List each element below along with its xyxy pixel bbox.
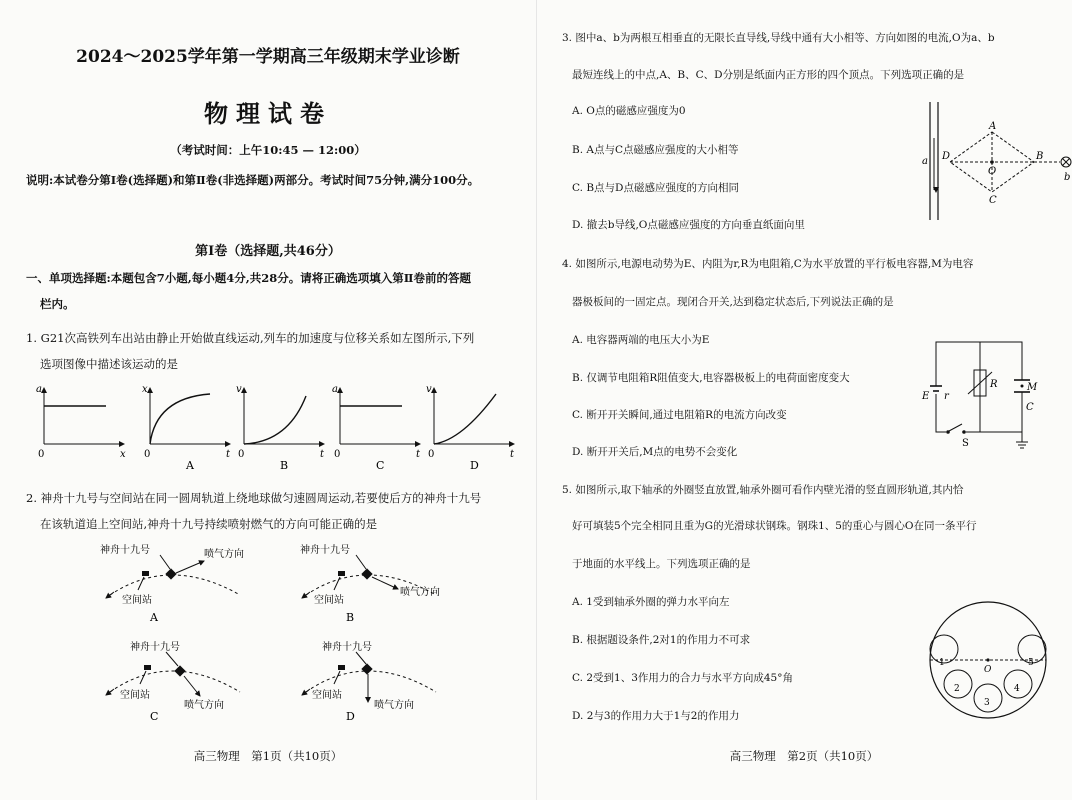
label-E: E <box>922 391 930 402</box>
label-r: r <box>944 391 949 402</box>
subject-title: 物理试卷 <box>204 99 332 128</box>
craft-icon <box>165 568 176 579</box>
jet-label: 喷气方向 <box>374 700 414 711</box>
graph-origin: 0 <box>238 449 245 460</box>
graph-xlabel: x <box>120 449 126 460</box>
q3-option-d: D. 撤去b导线,O点磁感应强度的方向垂直纸面向里 <box>572 219 805 231</box>
label-R: R <box>990 379 998 390</box>
label-A: A <box>989 121 997 132</box>
q5-option-d: D. 2与3的作用力大于1与2的作用力 <box>572 710 740 722</box>
graph-xlabel: t <box>416 449 421 460</box>
graph-option-d <box>426 384 515 472</box>
option-label: C <box>150 710 159 723</box>
option-label: B <box>346 611 355 624</box>
orbit-option-c <box>106 640 240 723</box>
graph-caption: C <box>376 459 385 472</box>
q5-option-a: A. 1受到轴承外圈的弹力水平向左 <box>572 596 730 608</box>
ball-label: 5 <box>1028 658 1034 668</box>
orbit-option-d <box>302 640 436 723</box>
part-title: 第Ⅰ卷（选择题,共46分） <box>195 244 341 259</box>
label-C: C <box>989 195 997 206</box>
ball-label: 3 <box>984 698 990 708</box>
ball-label: 1 <box>939 658 945 668</box>
q4-line2: 器极板间的一固定点。现闭合开关,达到稳定状态后,下列说法正确的是 <box>572 296 894 308</box>
graph-xlabel: t <box>510 449 515 460</box>
q5-line2: 好可填装5个完全相同且重为G的光滑球状钢珠。钢珠1、5的重心与圆心O在同一条平行 <box>572 520 977 532</box>
label-O: O <box>988 166 997 177</box>
label-b: b <box>1064 172 1071 183</box>
jet-label: 喷气方向 <box>184 700 224 711</box>
q3-wire-diagram <box>916 98 1072 238</box>
exam-note: 说明:本试卷分第Ⅰ卷(选择题)和第Ⅱ卷(非选择题)两部分。考试时间75分钟,满分100分。 <box>26 173 480 187</box>
station-icon <box>142 571 149 576</box>
station-label: 空间站 <box>312 690 342 701</box>
graph-origin: 0 <box>428 449 435 460</box>
graph-origin: 0 <box>144 449 151 460</box>
station-label: 空间站 <box>120 690 150 701</box>
left-footer: 高三物理 第1页（共10页） <box>193 749 343 763</box>
option-label: D <box>346 710 355 723</box>
graph-xlabel: t <box>320 449 325 460</box>
q4-circuit-diagram <box>922 336 1046 456</box>
graph-origin: 0 <box>38 449 45 460</box>
orbit-option-a <box>100 543 244 624</box>
graph-ylabel: v <box>426 384 432 395</box>
q3-line2: 最短连线上的中点,A、B、C、D分别是纸面内正方形的四个顶点。下列选项正确的是 <box>572 69 965 81</box>
section-heading-line1: 一、单项选择题:本题包含7小题,每小题4分,共28分。请将正确选项填入第Ⅱ卷前的答题 <box>26 271 471 285</box>
section-heading-line2: 栏内。 <box>40 297 75 311</box>
q3-option-a: A. O点的磁感应强度为0 <box>572 105 686 117</box>
graph-caption: B <box>280 459 289 472</box>
right-page <box>536 0 1072 800</box>
graph-ylabel: a <box>36 384 42 395</box>
label-D: D <box>942 151 951 162</box>
q3-line1: 3. 图中a、b为两根互相垂直的无限长直导线,导线中通有大小相等、方向如图的电流,O为a、b <box>562 32 995 44</box>
craft-label: 神舟十九号 <box>322 642 372 653</box>
graph-origin: 0 <box>334 449 341 460</box>
q5-line1: 5. 如图所示,取下轴承的外圈竖直放置,轴承外圈可看作内壁光滑的竖直圆形轨道,其内恰 <box>562 484 964 496</box>
label-M: M <box>1027 382 1038 393</box>
graph-ylabel: a <box>332 384 338 395</box>
craft-icon <box>174 665 185 676</box>
q2-orbit-diagrams <box>0 545 536 735</box>
orbit-option-b <box>300 543 440 624</box>
q1-graphs <box>0 382 536 472</box>
right-footer: 高三物理 第2页（共10页） <box>729 749 879 763</box>
q1-line1: 1. G21次高铁列车出站由静止开始做直线运动,列车的加速度与位移关系如左图所示,下列 <box>26 331 475 345</box>
q3-option-c: C. B点与D点磁感应强度的方向相同 <box>572 182 739 194</box>
jet-label: 喷气方向 <box>400 587 440 598</box>
station-icon <box>338 571 345 576</box>
graph-caption: A <box>186 459 194 472</box>
craft-label: 神舟十九号 <box>300 545 350 556</box>
q4-option-b: B. 仅调节电阻箱R阻值变大,电容器极板上的电荷面密度变大 <box>572 372 850 384</box>
q5-option-c: C. 2受到1、3作用力的合力与水平方向成45°角 <box>572 672 793 684</box>
station-icon <box>338 665 345 670</box>
q3-option-b: B. A点与C点磁感应强度的大小相等 <box>572 144 739 156</box>
label-C: C <box>1026 402 1034 413</box>
graph-caption: D <box>470 459 479 472</box>
q4-option-a: A. 电容器两端的电压大小为E <box>572 334 710 346</box>
ball-label: 4 <box>1014 684 1020 694</box>
craft-icon <box>361 663 372 674</box>
label-a: a <box>922 156 928 167</box>
station-label: 空间站 <box>314 595 344 606</box>
q2-line2: 在该轨道追上空间站,神舟十九号持续喷射燃气的方向可能正确的是 <box>40 517 378 531</box>
graph-xlabel: t <box>226 449 231 460</box>
q5-line3: 于地面的水平线上。下列选项正确的是 <box>572 558 751 570</box>
station-icon <box>144 665 151 670</box>
q1-line2: 选项图像中描述该运动的是 <box>40 357 178 371</box>
graph-ylabel: v <box>236 384 242 395</box>
label-S: S <box>962 438 969 449</box>
q5-bearing-diagram <box>926 600 1066 730</box>
station-label: 空间站 <box>122 595 152 606</box>
label-B: B <box>1036 151 1044 162</box>
graph-option-b <box>236 384 325 472</box>
q4-option-c: C. 断开开关瞬间,通过电阻箱R的电流方向改变 <box>572 409 787 421</box>
jet-label: 喷气方向 <box>204 549 244 560</box>
graph-a-x <box>36 384 126 460</box>
q2-line1: 2. 神舟十九号与空间站在同一圆周轨道上绕地球做匀速圆周运动,若要使后方的神舟十九号 <box>26 491 482 505</box>
option-label: A <box>150 611 158 624</box>
q4-line1: 4. 如图所示,电源电动势为E、内阻为r,R为电阻箱,C为水平放置的平行板电容器,M为电容 <box>562 258 974 270</box>
graph-option-a <box>142 384 231 472</box>
q4-option-d: D. 断开开关后,M点的电势不会变化 <box>572 446 738 458</box>
q5-option-b: B. 根据题设条件,2对1的作用力不可求 <box>572 634 751 646</box>
exam-time: （考试时间：上午10:45 — 12:00） <box>170 143 366 157</box>
graph-option-c <box>332 384 421 472</box>
exam-title: 2024～2025学年第一学期高三年级期末学业诊断 <box>76 47 460 67</box>
ball-label: 2 <box>954 684 960 694</box>
craft-label: 神舟十九号 <box>130 642 180 653</box>
craft-icon <box>361 568 372 579</box>
graph-ylabel: x <box>142 384 148 395</box>
center-label: O <box>984 665 992 675</box>
craft-label: 神舟十九号 <box>100 545 150 556</box>
